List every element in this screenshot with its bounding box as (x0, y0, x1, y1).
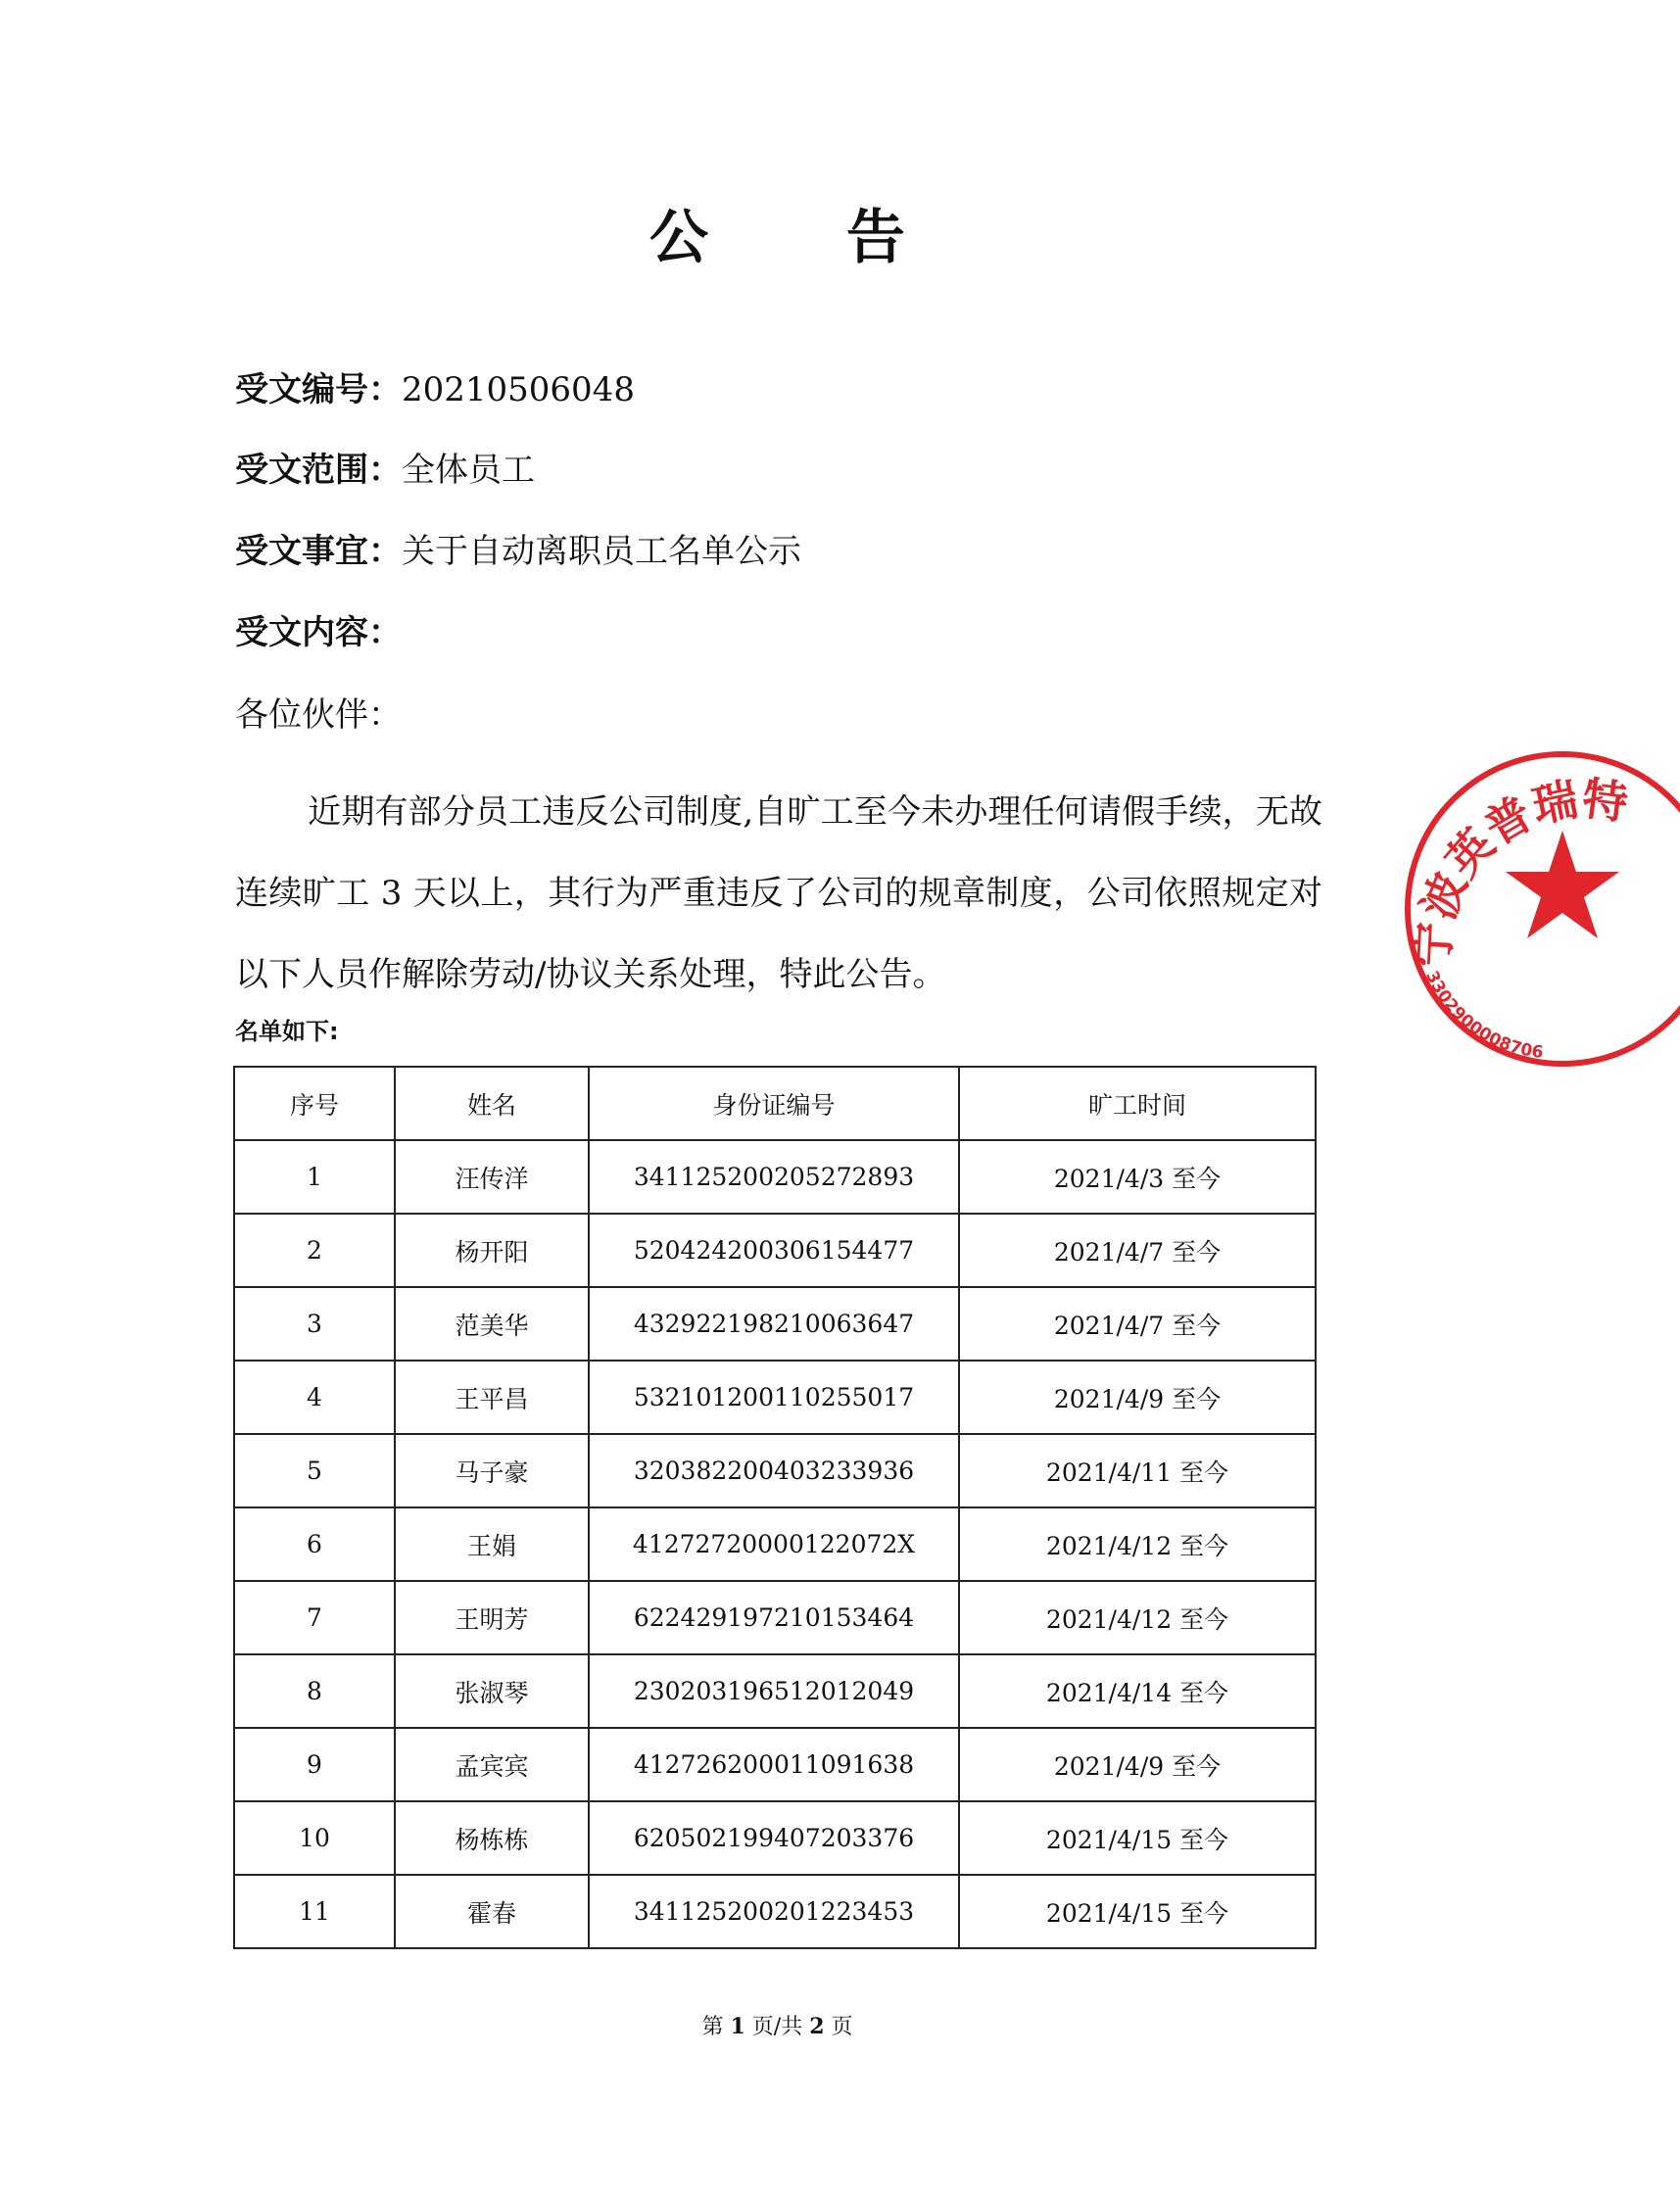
seal-company-text: 宁波英普瑞特 (1406, 771, 1631, 969)
company-seal (1367, 723, 1680, 1076)
notice-paragraph-text: 近期有部分员工违反公司制度,自旷工至今未办理任何请假手续，无故连续旷工 3 天以上，其行为严重违反了公司的规章制度，公司依照规定对以下人员作解除劳动/协议关系处理，特此公告。 (235, 792, 1322, 994)
subject-label: 受文事宜： (235, 532, 402, 571)
table-row (234, 1875, 1316, 1948)
table-row (234, 1654, 1316, 1728)
cell-index: 1 (234, 1140, 395, 1214)
notice-paragraph (235, 772, 1322, 1016)
subject-field (235, 532, 801, 571)
cell-name: 王明芳 (395, 1581, 589, 1654)
employee-table (233, 1066, 1317, 1949)
content-label: 受文内容： (235, 613, 402, 652)
cell-index: 11 (234, 1875, 395, 1948)
seal-star (1506, 831, 1619, 938)
table-row (234, 1801, 1316, 1875)
cell-absence-time: 2021/4/14 至今 (959, 1654, 1316, 1728)
subject-value: 关于自动离职员工名单公示 (402, 532, 801, 571)
table-row (234, 1214, 1316, 1287)
cell-name: 杨开阳 (395, 1214, 589, 1287)
cell-index: 8 (234, 1654, 395, 1728)
doc-number-field (235, 370, 635, 409)
cell-absence-time: 2021/4/9 至今 (959, 1728, 1316, 1801)
cell-index: 7 (234, 1581, 395, 1654)
table-row (234, 1728, 1316, 1801)
cell-name: 汪传洋 (395, 1140, 589, 1214)
cell-id-number: 320382200403233936 (589, 1434, 959, 1507)
cell-absence-time: 2021/4/9 至今 (959, 1361, 1316, 1434)
header-index: 序号 (234, 1067, 395, 1140)
cell-index: 3 (234, 1287, 395, 1361)
cell-id-number: 341125200205272893 (589, 1140, 959, 1214)
cell-name: 杨栋栋 (395, 1801, 589, 1875)
cell-id-number: 341125200201223453 (589, 1875, 959, 1948)
scope-value: 全体员工 (402, 451, 535, 490)
cell-id-number: 622429197210153464 (589, 1581, 959, 1654)
cell-absence-time: 2021/4/15 至今 (959, 1875, 1316, 1948)
footer-mid: 页/共 (751, 2015, 803, 2039)
cell-absence-time: 2021/4/11 至今 (959, 1434, 1316, 1507)
header-absence-time: 旷工时间 (959, 1067, 1316, 1140)
page-footer (0, 2010, 1555, 2040)
footer-suffix: 页 (831, 2015, 853, 2039)
cell-name: 王娟 (395, 1507, 589, 1581)
cell-id-number: 432922198210063647 (589, 1287, 959, 1361)
cell-id-number: 412726200011091638 (589, 1728, 959, 1801)
cell-name: 马子豪 (395, 1434, 589, 1507)
cell-id-number: 520424200306154477 (589, 1214, 959, 1287)
table-row (234, 1507, 1316, 1581)
cell-absence-time: 2021/4/12 至今 (959, 1581, 1316, 1654)
cell-absence-time: 2021/4/3 至今 (959, 1140, 1316, 1214)
footer-prefix: 第 (701, 2015, 724, 2039)
cell-name: 王平昌 (395, 1361, 589, 1434)
cell-name: 范美华 (395, 1287, 589, 1361)
list-label: 名单如下: (235, 1018, 339, 1045)
table-row (234, 1140, 1316, 1214)
header-name: 姓名 (395, 1067, 589, 1140)
table-row (234, 1287, 1316, 1361)
cell-id-number: 620502199407203376 (589, 1801, 959, 1875)
cell-name: 孟宾宾 (395, 1728, 589, 1801)
doc-number-label: 受文编号： (235, 370, 402, 409)
greeting: 各位伙伴： (235, 695, 402, 735)
scope-label: 受文范围： (235, 451, 402, 490)
cell-id-number: 230203196512012049 (589, 1654, 959, 1728)
content-field (235, 613, 402, 652)
cell-id-number: 532101200110255017 (589, 1361, 959, 1434)
cell-index: 4 (234, 1361, 395, 1434)
cell-id-number: 41272720000122072X (589, 1507, 959, 1581)
table-body (234, 1140, 1316, 1948)
footer-total-pages: 2 (809, 2014, 825, 2039)
cell-index: 6 (234, 1507, 395, 1581)
table-row (234, 1361, 1316, 1434)
cell-absence-time: 2021/4/7 至今 (959, 1287, 1316, 1361)
header-id-number: 身份证编号 (589, 1067, 959, 1140)
cell-index: 10 (234, 1801, 395, 1875)
footer-page-number: 1 (730, 2014, 745, 2039)
scope-field (235, 451, 535, 490)
cell-index: 5 (234, 1434, 395, 1507)
page-title: 公 告 (649, 204, 964, 272)
cell-index: 2 (234, 1214, 395, 1287)
table-header-row (234, 1067, 1316, 1140)
cell-absence-time: 2021/4/7 至今 (959, 1214, 1316, 1287)
cell-name: 张淑琴 (395, 1654, 589, 1728)
table-row (234, 1434, 1316, 1507)
cell-absence-time: 2021/4/15 至今 (959, 1801, 1316, 1875)
cell-absence-time: 2021/4/12 至今 (959, 1507, 1316, 1581)
doc-number-value: 20210506048 (402, 370, 635, 409)
cell-name: 霍春 (395, 1875, 589, 1948)
table-row (234, 1581, 1316, 1654)
seal-code-text: 3302900008706 (1421, 968, 1545, 1063)
cell-index: 9 (234, 1728, 395, 1801)
